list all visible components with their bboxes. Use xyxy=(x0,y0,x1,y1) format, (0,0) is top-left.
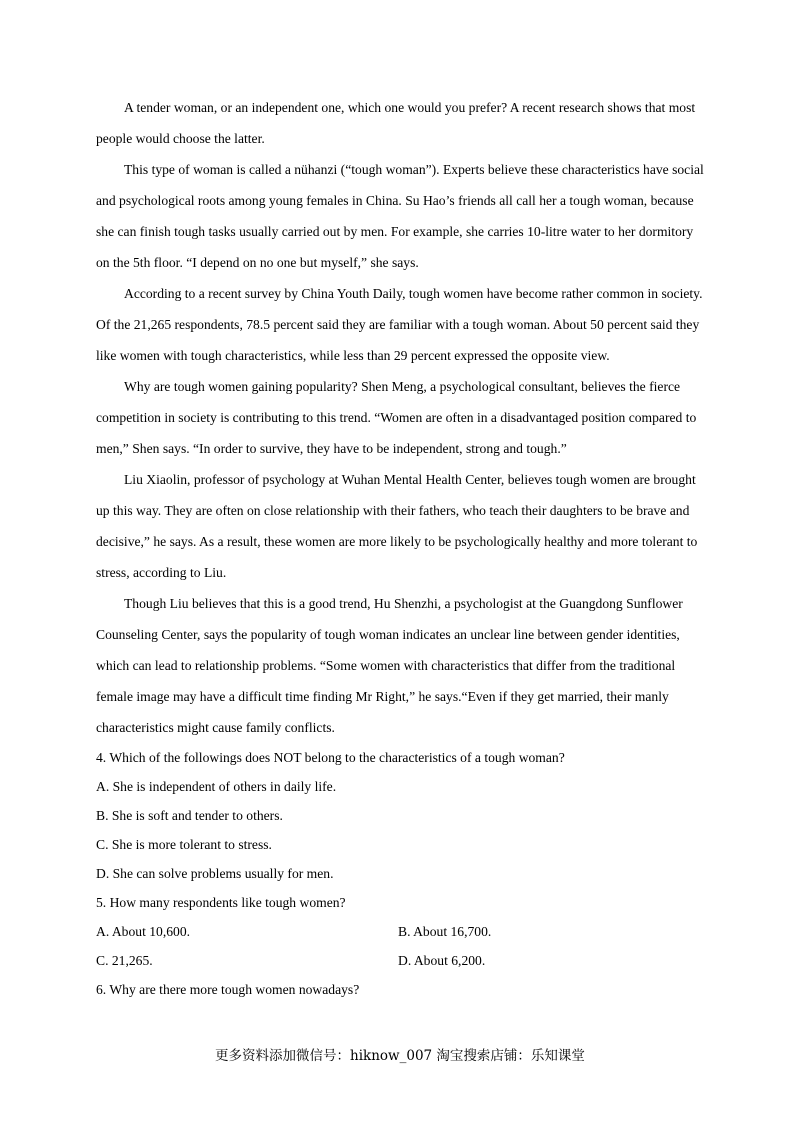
paragraph-6: Though Liu believes that this is a good trend, Hu Shenzhi, a psychologist at the Guangdong Sunflower Counseling Center, says the popularity of tough woman indicates an unclear line between gender identities, which can lead to relationship problems. “Some women with characteristics that differ from the traditional female image may have a difficult time finding Mr Right,” he says.“Even if they get married, their manly characteristics might cause family conflicts. xyxy=(96,596,683,735)
question-5-options-row-1 xyxy=(96,917,708,946)
question-5-option-d: D. About 6,200. xyxy=(398,953,486,968)
page-footer: 更多资料添加微信号：hiknow_007 淘宝搜索店铺：乐知课堂 xyxy=(215,1048,585,1064)
question-4-option-d: D. She can solve problems usually for men. xyxy=(96,866,334,881)
question-6 xyxy=(96,975,708,1004)
question-5-options-row-2 xyxy=(96,946,708,975)
question-4-stem: 4. Which of the followings does NOT belong to the characteristics of a tough woman? xyxy=(96,750,565,765)
paragraph-3: According to a recent survey by China Youth Daily, tough women have become rather common in society. Of the 21,265 respondents, 78.5 percent said they are familiar with a tough woman. About 50 percent said they like women with tough characteristics, while less than 29 percent expressed the opposite view. xyxy=(96,286,703,363)
paragraph-2: This type of woman is called a nühanzi (“tough woman”). Experts believe these characteristics have social and psychological roots among young females in China. Su Hao’s friends all call her a tough woman, because she can finish tough tasks usually carried out by men. For example, she carries 10-litre water to her dormitory on the 5th floor. “I depend on no one but myself,” she says. xyxy=(96,162,704,270)
question-5-option-c: C. 21,265. xyxy=(96,953,153,968)
question-5-option-b: B. About 16,700. xyxy=(398,924,492,939)
document-body xyxy=(96,92,708,1004)
paragraph-1: A tender woman, or an independent one, which one would you prefer? A recent research shows that most people would choose the latter. xyxy=(96,100,696,146)
question-4-option-c: C. She is more tolerant to stress. xyxy=(96,837,272,852)
question-4 xyxy=(96,743,708,888)
question-6-stem: 6. Why are there more tough women nowadays? xyxy=(96,982,360,997)
paragraph-4: Why are tough women gaining popularity? Shen Meng, a psychological consultant, believes the fierce competition in society is contributing to this trend. “Women are often in a disadvantaged position compared to men,” Shen says. “In order to survive, they have to be independent, strong and tough.” xyxy=(96,379,697,456)
question-4-option-b: B. She is soft and tender to others. xyxy=(96,808,283,823)
paragraph-5: Liu Xiaolin, professor of psychology at Wuhan Mental Health Center, believes tough women are brought up this way. They are often on close relationship with their fathers, who teach their daughters to be brave and decisive,” he says. As a result, these women are more likely to be psychologically healthy and more tolerant to stress, according to Liu. xyxy=(96,472,698,580)
question-4-option-a: A. She is independent of others in daily life. xyxy=(96,779,337,794)
question-5-option-a: A. About 10,600. xyxy=(96,924,191,939)
question-5 xyxy=(96,888,708,975)
question-5-stem: 5. How many respondents like tough women? xyxy=(96,895,346,910)
